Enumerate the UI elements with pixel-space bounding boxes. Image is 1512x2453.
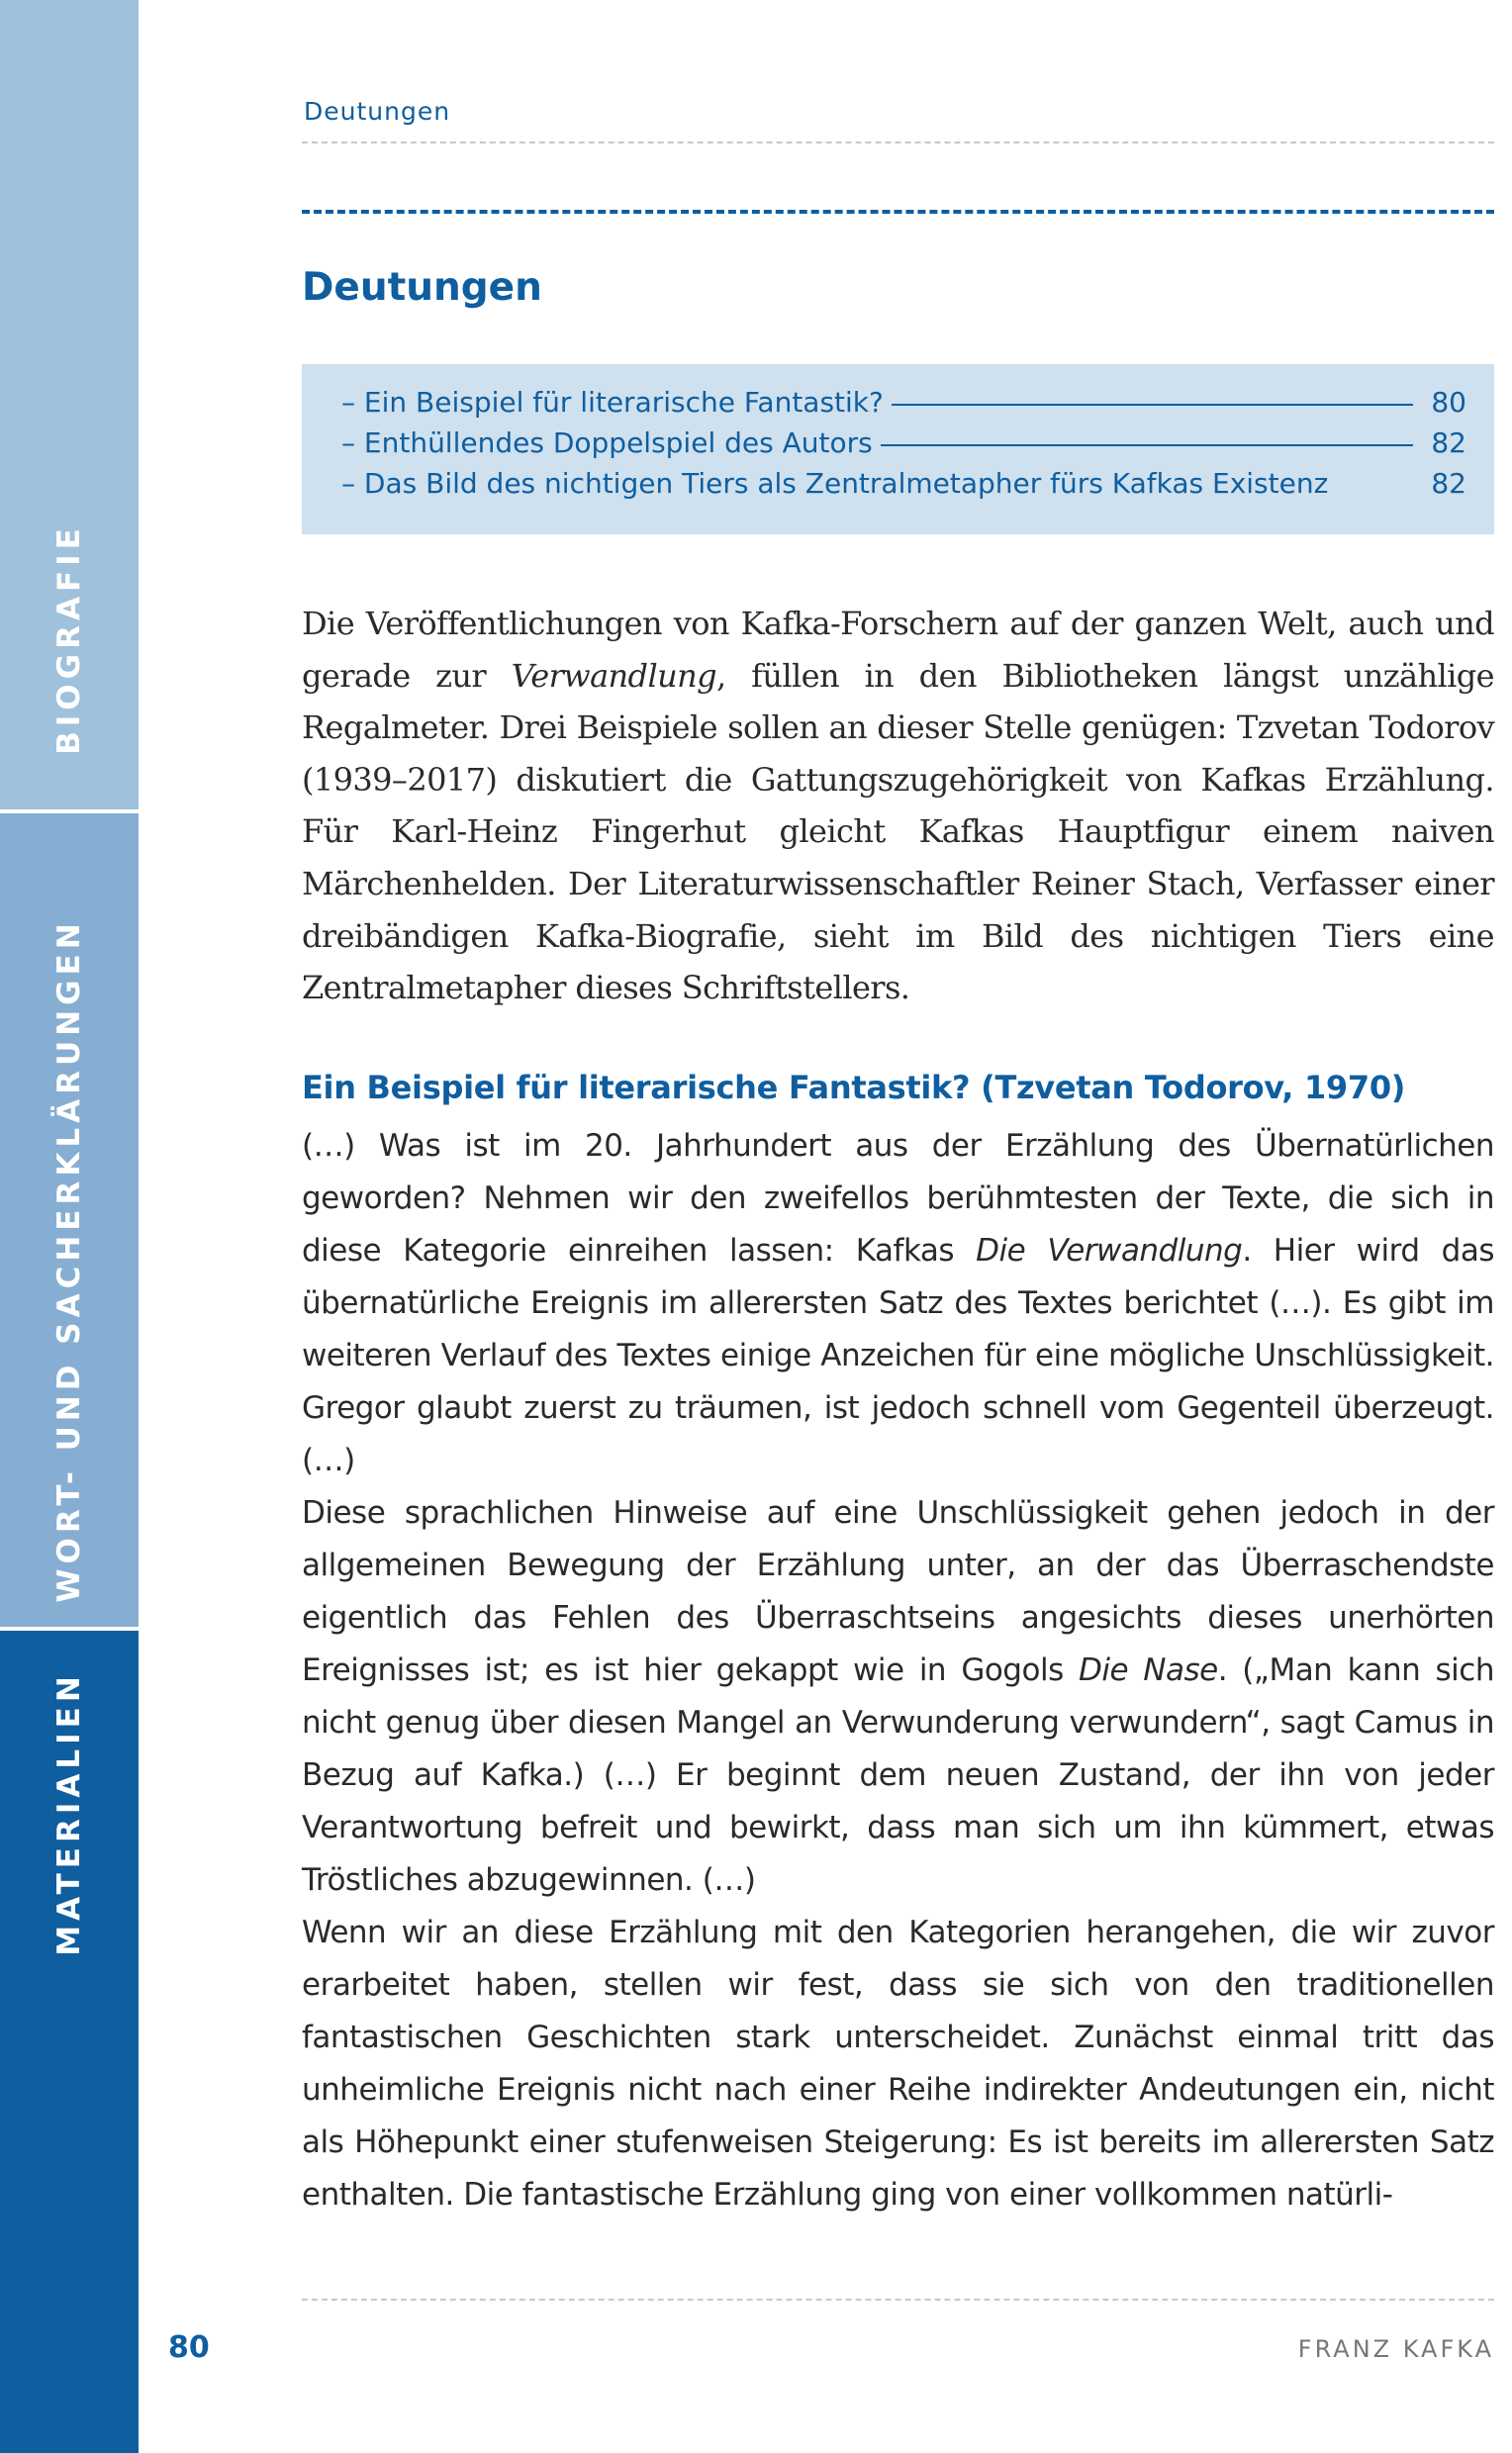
toc-item[interactable] (341, 426, 1466, 467)
toc-item[interactable] (341, 386, 1466, 426)
quote-text: . („Man kann sich nicht genug über diesen Mangel an Verwunderung verwundern“, sagt Camus in Bezug auf Kafka.) (…) Er beginnt dem neuen Zustand, der ihn von jeder Verantwortung befreit und bewirkt, dass man sich um ihn kümmert, etwas Tröstliches abzugewinnen. (…) (302, 1652, 1494, 1898)
quote-body (302, 1120, 1494, 2221)
toc-item-label: – Das Bild des nichtigen Tiers als Zentralmetapher fürs Kafkas Existenz (341, 467, 1329, 500)
toc-box (302, 364, 1494, 534)
running-head: Deutungen (304, 97, 451, 126)
quote-paragraph (302, 1120, 1494, 1487)
intro-paragraph (302, 598, 1494, 1014)
intro-text: Die Veröffentlichungen von Kafka-Forschern auf der ganzen Welt, auch und gerade zur (302, 605, 1494, 695)
section-heading: Ein Beispiel für literarische Fantastik? (Tzvetan Todorov, 1970) (302, 1069, 1406, 1106)
page-number: 80 (168, 2330, 210, 2365)
toc-item[interactable] (341, 467, 1466, 508)
tab-materialien-label: MATERIALIEN (51, 1671, 87, 1956)
tab-wort-label: WORT- UND SACHERKLÄRUNGEN (51, 918, 87, 1603)
page-title: Deutungen (302, 265, 542, 310)
quote-italic: Die Verwandlung (976, 1233, 1243, 1269)
toc-item-label: – Enthüllendes Doppelspiel des Autors (341, 426, 873, 459)
quote-text: (…) Was ist im 20. Jahrhundert aus der Erzählung des Übernatürlichen geworden? Nehmen wir den zweifellos berühmtesten der Texte, die sich in diese Kategorie einreihen lassen: Kafkas (302, 1128, 1494, 1269)
toc-leader (892, 404, 1413, 406)
toc-item-label: – Ein Beispiel für literarische Fantastik? (341, 386, 884, 419)
tab-wort-und-sacherklaerungen[interactable] (0, 813, 139, 1627)
tab-materialien[interactable] (0, 1631, 139, 2453)
toc-item-page: 80 (1431, 386, 1466, 419)
header-divider (302, 142, 1494, 143)
footer-title: FRANZ KAFKA (1297, 2335, 1494, 2363)
toc-leader (881, 444, 1413, 446)
footer-divider (302, 2299, 1494, 2301)
title-divider (302, 210, 1494, 214)
tab-biografie[interactable] (0, 0, 139, 809)
quote-italic: Die Nase (1078, 1652, 1218, 1688)
toc-item-page: 82 (1431, 467, 1466, 500)
quote-paragraph (302, 1487, 1494, 1907)
toc-item-page: 82 (1431, 426, 1466, 459)
tab-biografie-label: BIOGRAFIE (51, 523, 87, 755)
quote-text: Diese sprachlichen Hinweise auf eine Unschlüssigkeit gehen jedoch in der allgemeinen Bewegung der Erzählung unter, an der das Überraschendste eigentlich das Fehlen des Überraschtseins angesichts dieses unerhörten Ereignisses ist; es ist hier gekappt wie in Gogols (302, 1495, 1494, 1688)
intro-italic: Verwandlung (511, 656, 716, 695)
quote-paragraph: Wenn wir an diese Erzählung mit den Kategorien herangehen, die wir zuvor erarbeitet haben, stellen wir fest, dass sie sich von den traditionellen fantastischen Geschichten stark unterscheidet. Zunächst einmal tritt das unheimliche Ereignis nicht nach einer Reihe indirekter Andeutungen ein, nicht als Höhepunkt einer stufenweisen Steigerung: Es ist bereits im allerersten Satz enthalten. Die fantastische Erzählung ging von einer vollkommen natürli- (302, 1915, 1494, 2213)
intro-text: , füllen in den Bibliotheken längst unzählige Regalmeter. Drei Beispiele sollen an dieser Stelle genügen: Tzvetan Todorov (1939–2017) diskutiert die Gattungszugehörigkeit von Kafkas Erzählung. Für Karl-Heinz Fingerhut gleicht Kafkas Hauptfigur einem naiven Märchenhelden. Der Literaturwissenschaftler Reiner Stach, Verfasser einer dreibändigen Kafka-Biografie, sieht im Bild des nichtigen Tiers eine Zentralmetapher dieses Schriftstellers. (302, 656, 1494, 1007)
quote-text: . Hier wird das übernatürliche Ereignis im allerersten Satz des Textes berichtet (…). Es gibt im weiteren Verlauf des Textes einige Anzeichen für eine mögliche Unschlüssigkeit. Gregor glaubt zuerst zu träumen, ist jedoch schnell vom Gegenteil überzeugt. (…) (302, 1233, 1494, 1478)
